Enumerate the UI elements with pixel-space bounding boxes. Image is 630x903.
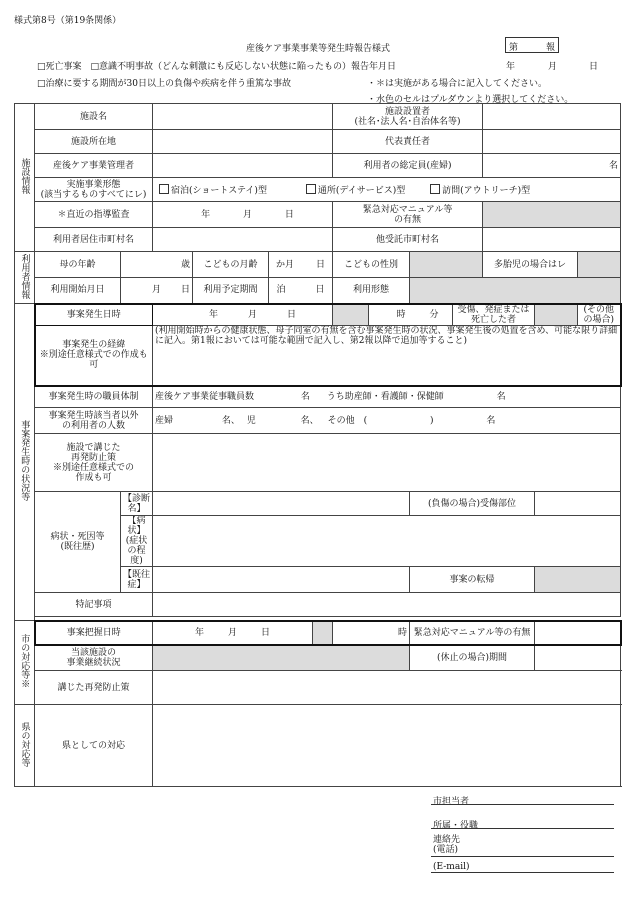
start-month-unit: 月 [151, 285, 161, 296]
contact-position-label: 所属・役職 [433, 821, 479, 831]
other-users-mother-unit: 名、 [221, 415, 240, 426]
grasp-day-unit: 日 [261, 627, 271, 638]
planned-period-input[interactable] [269, 278, 333, 304]
staff-sub-label: うち助産師・看護師・保健師 [326, 391, 444, 402]
suspension-period-label: (休止の場合)期間 [410, 645, 535, 671]
continuity-dropdown[interactable] [153, 645, 410, 671]
facility-audit-day-unit: 日 [284, 209, 294, 220]
planned-days-unit: 日 [315, 285, 325, 296]
facility-manual-label: 緊急対応マニュアル等 の有無 [333, 202, 483, 228]
report-number-label-a: 第 [509, 43, 519, 53]
facility-name-input[interactable] [153, 104, 333, 130]
diagnosis-label: 【診断名】 [121, 492, 153, 516]
outcome-dropdown[interactable] [535, 567, 621, 593]
contact-tel-label: 連絡先 (電話) [433, 835, 461, 855]
grasp-hour-unit: 時 [397, 627, 407, 638]
illness-label: 病状・死因等 (既往歴) [35, 492, 121, 593]
planned-period-label: 利用予定期間 [193, 278, 269, 304]
other-users-mother-label: 産婦 [155, 415, 174, 426]
facility-total-users-input[interactable] [483, 154, 621, 178]
symptom-label: 【病状】 (症状の程度) [121, 516, 153, 567]
incident-month-unit: 月 [247, 309, 257, 320]
staff-system-label: 事案発生時の職員体制 [35, 386, 153, 408]
grasp-datetime-label: 事案把握日時 [35, 621, 153, 645]
city-manual-label: 緊急対応マニュアル等の有無 [410, 621, 535, 645]
city-prevention-label: 講じた再発防止策 [35, 671, 153, 705]
facility-type-outreach-checkbox[interactable] [430, 186, 530, 196]
contact-person-label: 市担当者 [433, 797, 470, 807]
report-table [14, 103, 620, 787]
report-date-month: 月 [548, 62, 558, 72]
facility-installer-label: 施設設置者 (社名･法人名･自治体名等) [333, 104, 483, 130]
incident-details-input[interactable] [153, 326, 621, 386]
facility-type-shortstay-checkbox[interactable] [159, 186, 267, 196]
continuity-label: 当該施設の 事業継続状況 [35, 645, 153, 671]
victim-dropdown[interactable] [535, 304, 578, 326]
child-age-label: こどもの月齢 [193, 252, 269, 278]
residence-city-label: 利用者居住市町村名 [35, 228, 153, 252]
grasp-year-unit: 年 [194, 627, 204, 638]
other-users-label: 事案発生時該当者以外 の利用者の人数 [35, 408, 153, 434]
other-city-input[interactable] [483, 228, 621, 252]
facility-manual-dropdown[interactable] [483, 202, 621, 228]
facility-type-shortstay-label: 宿泊(ショートステイ)型 [171, 185, 267, 196]
section-pref-response: 県の対応等 [15, 705, 35, 787]
facility-address-input[interactable] [153, 130, 333, 154]
child-age-day-unit: 日 [316, 259, 326, 270]
pref-response-label: 県としての対応 [35, 705, 153, 787]
facility-rep-input[interactable] [483, 130, 621, 154]
usage-form-dropdown[interactable] [410, 278, 621, 304]
incident-time-input[interactable] [369, 304, 453, 326]
section-incident: 事案発生時の状況等 [15, 304, 35, 621]
mother-age-label: 母の年齢 [35, 252, 121, 278]
usage-form-label: 利用形態 [333, 278, 410, 304]
section-user-info: 利用者情報 [15, 252, 35, 304]
victim-label: 受傷、発症または 死亡した者 [453, 304, 535, 326]
remarks-input[interactable] [153, 593, 621, 617]
facility-manager-label: 産後ケア事業管理者 [35, 154, 153, 178]
staff-sub-unit: 名 [496, 391, 506, 402]
incident-category-line1: □死亡事案 □意識不明事故（どんな刺激にも反応しない状態に陥ったもの）報告年月日 [37, 62, 397, 72]
city-prevention-input[interactable] [153, 671, 621, 705]
facility-rep-label: 代表責任者 [333, 130, 483, 154]
start-day-unit: 日 [180, 285, 190, 296]
facility-audit-date[interactable] [153, 202, 333, 228]
mother-age-input[interactable] [121, 252, 193, 278]
other-users-input[interactable] [153, 408, 621, 434]
facility-type-options [153, 178, 621, 202]
other-users-other-label: その他 ( [327, 415, 368, 426]
pref-response-input[interactable] [153, 705, 621, 787]
incident-hour-unit: 時 [396, 309, 406, 320]
injury-part-label: (負傷の場合)受傷部位 [410, 492, 535, 516]
form-title: 産後ケア事業事業等発生時報告様式 [246, 44, 391, 54]
incident-datetime-label: 事案発生日時 [35, 304, 153, 326]
facility-measures-input[interactable] [153, 434, 621, 492]
facility-type-dayservice-checkbox[interactable] [306, 186, 405, 196]
grasp-weekday-dropdown[interactable] [313, 621, 333, 645]
multiple-birth-label: 多胎児の場合はレ [483, 252, 578, 278]
section-city-response: 市の対応等※ [15, 621, 35, 705]
contact-email-label: (E-mail) [433, 862, 470, 872]
report-date-day: 日 [589, 62, 599, 72]
incident-day-unit: 日 [287, 309, 297, 320]
start-date-label: 利用開始月日 [35, 278, 121, 304]
symptom-input[interactable] [153, 516, 621, 567]
facility-type-label: 実施事業形態 (該当するものすべてにレ) [35, 178, 153, 202]
incident-minute-unit: 分 [429, 309, 439, 320]
incident-year-unit: 年 [208, 309, 218, 320]
report-number-box[interactable] [505, 37, 559, 53]
grasp-month-unit: 月 [227, 627, 237, 638]
planned-nights-unit: 泊 [276, 285, 286, 296]
facility-audit-label: ＊直近の指導監査 [35, 202, 153, 228]
other-users-child-unit: 名、 [300, 415, 319, 426]
facility-name-label: 施設名 [35, 104, 153, 130]
facility-measures-label: 施設で講じた 再発防止策 ※別途任意様式での 作成も可 [35, 434, 153, 492]
other-city-label: 他受託市町村名 [333, 228, 483, 252]
note-asterisk: ・＊は実施がある場合に記入してください。 [367, 79, 548, 89]
facility-type-dayservice-label: 通所(デイサービス)型 [317, 185, 406, 196]
city-manual-input[interactable] [535, 621, 621, 645]
other-users-other-unit: 名 [486, 415, 496, 426]
other-users-child-label: 児 [246, 415, 256, 426]
facility-manager-input[interactable] [153, 154, 333, 178]
incident-details-guide: (利用開始時からの健康状態、母子同室の有無を含む事案発生時の状況、事案発生後の処置を含め、可能な限り詳細に記入。第1報においては可能な範囲で記入し、第2報以降で追加等すること) [155, 326, 618, 346]
contact-person-line[interactable] [431, 804, 614, 805]
incident-weekday-dropdown[interactable] [333, 304, 369, 326]
child-sex-label: こどもの性別 [333, 252, 410, 278]
history-input[interactable] [153, 567, 410, 593]
note-dropdown: ・水色のセルはプルダウンより選択してください。 [367, 95, 574, 105]
facility-total-users-label: 利用者の総定員(産婦) [333, 154, 483, 178]
facility-address-label: 施設所在地 [35, 130, 153, 154]
child-age-month-unit: か月 [275, 259, 294, 270]
contact-position-line[interactable] [431, 828, 614, 829]
remarks-label: 特記事項 [35, 593, 153, 617]
facility-type-outreach-label: 訪問(アウトリーチ)型 [442, 185, 531, 196]
suspension-period-input[interactable] [535, 645, 621, 671]
diagnosis-input[interactable] [153, 492, 410, 516]
injury-part-input[interactable] [535, 492, 621, 516]
facility-audit-month-unit: 月 [242, 209, 252, 220]
incident-details-label: 事案発生の経緯 ※別途任意様式での作成も可 [35, 326, 153, 386]
multiple-birth-dropdown[interactable] [578, 252, 621, 278]
victim-other-label[interactable]: (その他の場合) [578, 304, 621, 326]
contact-email-line[interactable] [431, 872, 614, 873]
staff-count-label: 産後ケア事業従事職員数 [155, 391, 255, 402]
form-number: 様式第8号（第19条関係） [14, 16, 122, 26]
facility-audit-year-unit: 年 [201, 209, 211, 220]
facility-installer-input[interactable] [483, 104, 621, 130]
staff-system-input[interactable] [153, 386, 621, 408]
history-label: 【既往症】 [121, 567, 153, 593]
start-date-input[interactable] [121, 278, 193, 304]
incident-category-line2: □治療に要する期間が30日以上の負傷や疾病を伴う重篤な事故 [37, 79, 291, 89]
incident-date-input[interactable] [153, 304, 333, 326]
grasp-date-input[interactable] [153, 621, 313, 645]
facility-total-users-unit: 名 [609, 160, 619, 171]
child-sex-dropdown[interactable] [410, 252, 483, 278]
mother-age-unit: 歳 [180, 259, 190, 270]
report-date-year: 年 [506, 62, 516, 72]
contact-tel-line[interactable] [431, 856, 614, 857]
section-facility-info: 施設情報 [15, 104, 35, 252]
staff-count-unit: 名 [300, 391, 310, 402]
other-users-other-close: ) [429, 415, 434, 426]
report-number-label-b: 報 [545, 43, 555, 53]
grasp-time-input[interactable] [333, 621, 410, 645]
residence-city-input[interactable] [153, 228, 333, 252]
child-age-input[interactable] [269, 252, 333, 278]
outcome-label: 事案の転帰 [410, 567, 535, 593]
